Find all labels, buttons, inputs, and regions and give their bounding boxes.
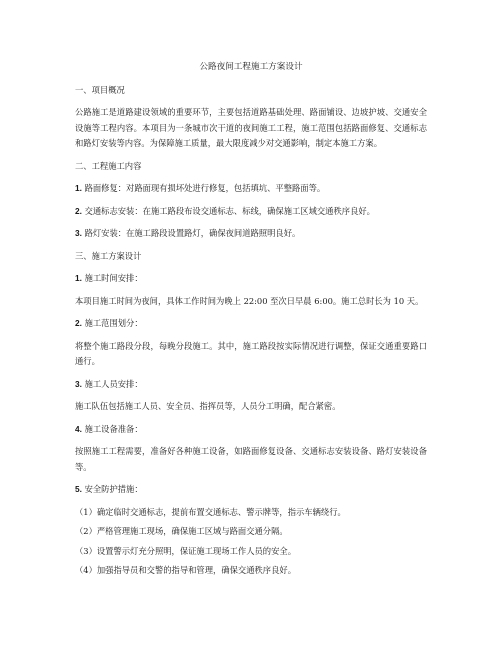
subsection-title bbox=[75, 316, 427, 332]
subsection-title-text: 施工范围划分： bbox=[84, 318, 143, 328]
subsection-number: 4. bbox=[75, 423, 82, 434]
subsection-title-text: 施工人员安排： bbox=[84, 378, 143, 389]
content-item bbox=[75, 181, 427, 197]
item-number: 1. bbox=[75, 183, 82, 193]
content-item bbox=[75, 204, 427, 220]
subsection-paragraph: 施工队伍包括施工人员、安全员、指挥员等，人员分工明确，配合紧密。 bbox=[75, 401, 341, 411]
safety-measure-item: （1）确定临时交通标志，提前布置交通标志、警示牌等，指示车辆绕行。 bbox=[75, 506, 346, 517]
section-heading-content: 二、工程施工内容 bbox=[75, 160, 142, 171]
item-text: 路面修复：对路面现有损坏处进行修复，包括填坑、平整路面等。 bbox=[84, 183, 326, 193]
section-heading-overview: 一、项目概况 bbox=[75, 84, 125, 95]
subsection-number: 2. bbox=[75, 318, 82, 328]
section-heading-design: 三、施工方案设计 bbox=[75, 250, 142, 261]
subsection-paragraph: 按照施工工程需要，准备好各种施工设备，如路面修复设备、交通标志安装设备、路灯安装设备等。 bbox=[75, 446, 427, 472]
subsection-title bbox=[75, 482, 427, 498]
subsection-title bbox=[75, 422, 427, 438]
subsection-title bbox=[75, 271, 427, 287]
subsection-title-text: 安全防护措施： bbox=[84, 484, 143, 494]
overview-paragraph: 公路施工是道路建设领域的重要环节，主要包括道路基础处理、路面铺设、边坡护坡、交通安全设施等工程内容。本项目为一条城市次干道的夜间施工工程，施工范围包括路面修复、交通标志和路灯安装等内容。为保障施工质量，最大限度减少对交通影响，制定本施工方案。 bbox=[75, 107, 427, 148]
subsection-title bbox=[75, 377, 427, 393]
subsection-number: 3. bbox=[75, 378, 82, 389]
subsection-number: 5. bbox=[75, 484, 82, 494]
subsection-paragraph: 将整个施工路段分段，每晚分段施工。其中，施工路段按实际情况进行调整，保证交通重要路口通行。 bbox=[75, 340, 427, 366]
item-number: 3. bbox=[75, 228, 82, 238]
document-title: 公路夜间工程施工方案设计 bbox=[199, 62, 303, 72]
item-text: 路灯安装：在施工路段设置路灯，确保夜间道路照明良好。 bbox=[84, 228, 301, 238]
safety-measure-item: （4）加强指导员和交警的指导和管理，确保交通秩序良好。 bbox=[75, 565, 296, 575]
subsection-title-text: 施工时间安排： bbox=[84, 273, 143, 283]
safety-measure-item: （2）严格管理施工现场，确保施工区域与路面交通分隔。 bbox=[75, 526, 288, 536]
subsection-paragraph: 本项目施工时间为夜间，具体工作时间为晚上 22:00 至次日早晨 6:00。施工总时长为 10 天。 bbox=[75, 295, 424, 306]
subsection-number: 1. bbox=[75, 273, 82, 283]
item-text: 交通标志安装：在施工路段布设交通标志、标线，确保施工区域交通秩序良好。 bbox=[84, 205, 375, 216]
item-number: 2. bbox=[75, 205, 82, 216]
content-item bbox=[75, 226, 427, 242]
subsection-title-text: 施工设备准备： bbox=[84, 423, 143, 434]
safety-measure-item: （3）设置警示灯充分照明，保证施工现场工作人员的安全。 bbox=[75, 545, 296, 556]
